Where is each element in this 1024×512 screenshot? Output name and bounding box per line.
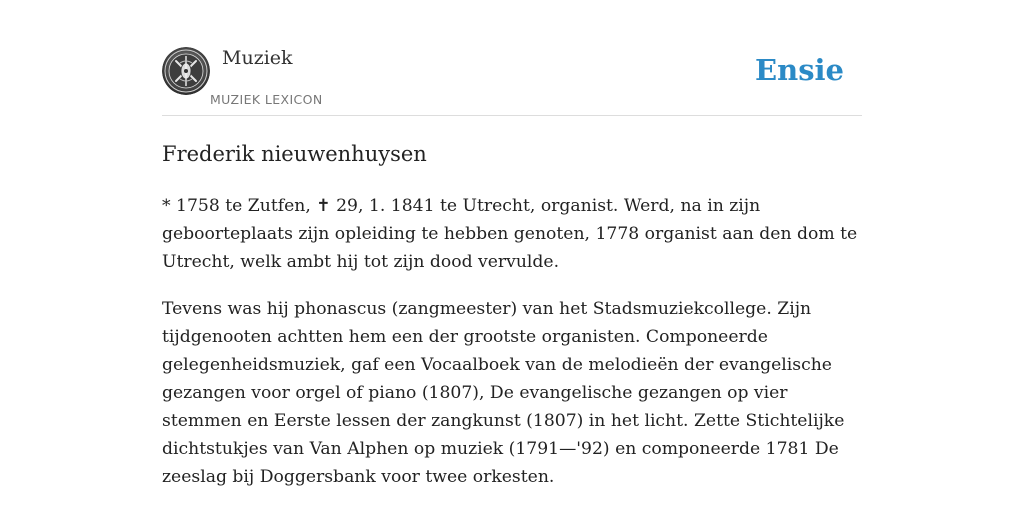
music-instruments-emblem-icon[interactable] <box>162 47 210 95</box>
article-paragraph: * 1758 te Zutfen, ✝ 29, 1. 1841 te Utrecht, organist. Werd, na in zijn geboorteplaats zijn opleiding te hebben genoten, 1778 organist aan den dom te Utrecht, welk ambt hij tot zijn dood vervulde. <box>162 196 858 272</box>
book-title-link[interactable]: Muziek <box>222 47 293 69</box>
brand-logo-link[interactable]: Ensie <box>755 53 844 87</box>
article-paragraph: Tevens was hij phonascus (zangmeester) van het Stadsmuziekcollege. Zijn tijdgenooten achtten hem een der grootste organisten. Componeerde gelegenheidsmuziek, gaf een Vocaalboek van de melodieën der evangelische gezangen voor orgel of piano (1807), De evangelische gezangen op vier stemmen en Eerste lessen der zangkunst (1807) in het licht. Zette Stichtelijke dichtstukjes van Van Alphen op muziek (1791—'92) en componeerde 1781 De zeeslag bij Doggersbank voor twee orkesten. <box>162 299 845 487</box>
header <box>162 40 862 116</box>
book-subtitle: MUZIEK LEXICON <box>210 92 323 107</box>
article-body <box>162 192 872 510</box>
article-title: Frederik nieuwenhuysen <box>162 142 427 166</box>
